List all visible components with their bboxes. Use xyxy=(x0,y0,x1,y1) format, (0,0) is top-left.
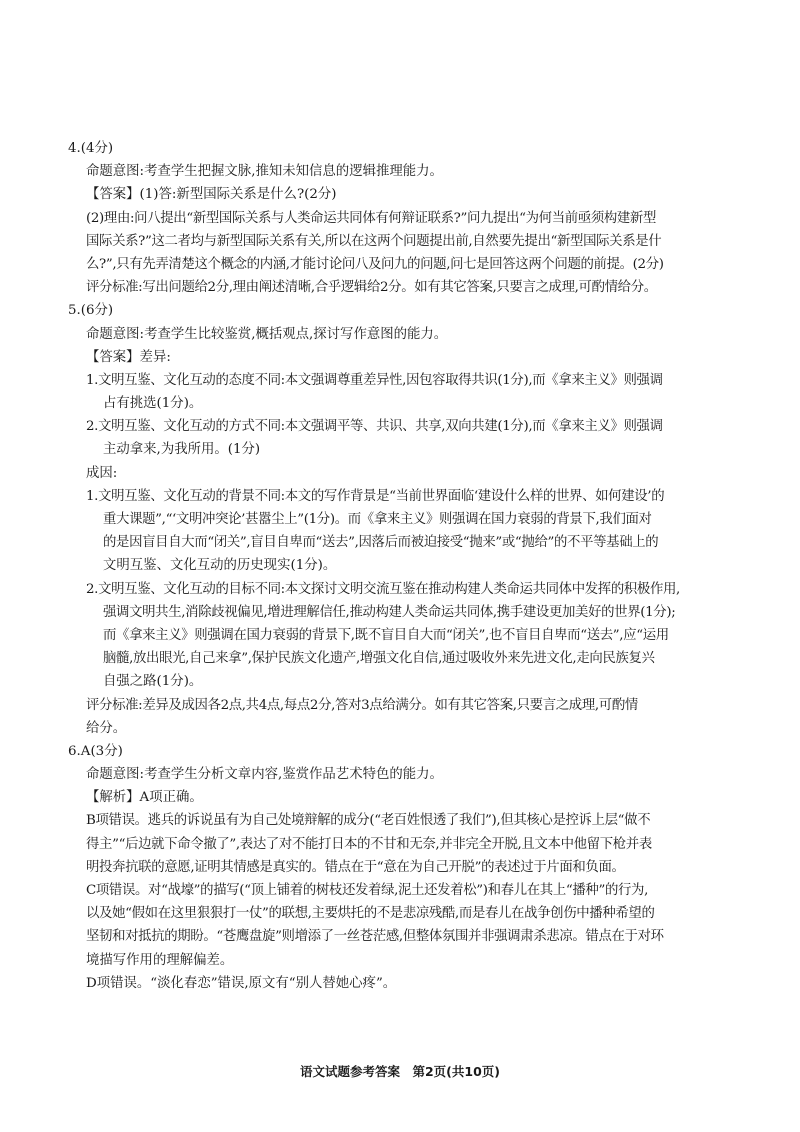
q6-option-c-line-2: 以及她“假如在这里狠狠打一仗”的联想,主要烘托的不是悲凉残酷,而是春儿在战争创伤中播种希望的 xyxy=(86,906,655,922)
q5-scoring-line-2: 给分。 xyxy=(86,720,127,736)
q5-diff-2-line-1: 2.文明互鉴、文化互动的方式不同:本文强调平等、共识、共享,双向共建(1分),而《拿来主义》则强调 xyxy=(86,419,663,435)
q5-diff-1-line-2: 占有挑选(1分)。 xyxy=(103,396,203,412)
q6-intent: 命题意图:考查学生分析文章内容,鉴赏作品艺术特色的能力。 xyxy=(86,767,443,783)
q5-cause-2-line-2: 强调文明共生,消除歧视偏见,增进理解信任,推动构建人类命运共同体,携手建设更加美好的世界(1分); xyxy=(103,604,676,620)
q5-scoring-line-1: 评分标准:差异及成因各2点,共4点,每点2分,答对3点给满分。如有其它答案,只要言之成理,可酌情 xyxy=(86,697,638,713)
q5-cause-2-line-1: 2.文明互鉴、文化互动的目标不同:本文探讨文明交流互鉴在推动构建人类命运共同体中发挥的积极作用, xyxy=(86,581,680,597)
q5-intent: 命题意图:考查学生比较鉴赏,概括观点,探讨写作意图的能力。 xyxy=(86,326,448,342)
page-footer: 语文试题参考答案 第2页(共10页) xyxy=(299,1064,501,1079)
q4-answer-2-line-1: (2)理由:问八提出“新型国际关系与人类命运共同体有何辩证联系?”问九提出“为何当前亟须构建新型 xyxy=(86,210,657,226)
q6-analysis-a: 【解析】A项正确。 xyxy=(86,790,203,806)
question-4-header: 4.(4分) xyxy=(68,141,114,156)
q6-option-b-line-2: 得主”“后边就下命令撤了”,表达了对不能打日本的不甘和无奈,并非完全开脱,且文本中他留下枪并表 xyxy=(86,836,652,852)
q5-cause-2-line-5: 自强之路(1分)。 xyxy=(103,674,203,690)
q5-causes: 成因: xyxy=(86,465,118,481)
q5-diff-1-line-1: 1.文明互鉴、文化互动的态度不同:本文强调尊重差异性,因包容取得共识(1分),而《拿来主义》则强调 xyxy=(86,372,663,388)
q5-answer-differences: 【答案】差异: xyxy=(86,349,171,365)
q5-cause-2-line-4: 脑髓,放出眼光,自己来拿”,保护民族文化遗产,增强文化自信,通过吸收外来先进文化,走向民族复兴 xyxy=(103,651,655,667)
q4-scoring: 评分标准:写出问题给2分,理由阐述清晰,合乎逻辑给2分。如有其它答案,只要言之成理,可酌情给分。 xyxy=(86,280,657,296)
q5-cause-1-line-4: 文明互鉴、文化互动的历史现实(1分)。 xyxy=(103,558,337,574)
q5-diff-2-line-2: 主动拿来,为我所用。(1分) xyxy=(103,442,261,458)
question-5-header: 5.(6分) xyxy=(68,303,114,319)
q6-option-b-line-1: B项错误。逃兵的诉说虽有为自己处境辩解的成分(“老百姓恨透了我们”),但其核心是控诉上层“做不 xyxy=(86,813,651,829)
q4-intent: 命题意图:考查学生把握文脉,推知未知信息的逻辑推理能力。 xyxy=(86,164,443,180)
q5-cause-1-line-3: 的是因盲目自大而“闭关”,盲目自卑而“送去”,因落后而被迫接受“抛来”或“抛给”的不平等基础上的 xyxy=(103,535,659,551)
q6-option-b-line-3: 明投奔抗联的意愿,证明其情感是真实的。错点在于“意在为自己开脱”的表述过于片面和负面。 xyxy=(86,859,625,875)
q5-cause-2-line-3: 而《拿来主义》则强调在国力衰弱的背景下,既不盲目自大而“闭关”,也不盲目自卑而“送去”,应“运用 xyxy=(103,627,669,643)
q6-option-c-line-1: C项错误。对“战壕”的描写(“顶上铺着的树枝还发着绿,泥土还发着松”)和春儿在其上“播种”的行为, xyxy=(86,883,648,898)
q6-option-c-line-3: 坚韧和对抵抗的期盼。“苍鹰盘旋”则增添了一丝苍茫感,但整体氛围并非强调肃杀悲凉。错点在于对环 xyxy=(86,929,664,945)
q6-option-d: D项错误。“淡化春恋”错误,原文有“别人替她心疼”。 xyxy=(86,975,397,991)
q4-answer-2-line-3: 么?”,只有先弄清楚这个概念的内涵,才能讨论问八及问九的问题,问七是回答这两个问题的前提。(2分) xyxy=(86,256,664,272)
q4-answer-2-line-2: 国际关系?”这二者均与新型国际关系有关,所以在这两个问题提出前,自然要先提出“新型国际关系是什 xyxy=(86,233,662,249)
answer-content xyxy=(0,137,800,995)
q5-cause-1-line-2: 重大课题”,“‘文明冲突论’甚嚣尘上”(1分)。而《拿来主义》则强调在国力衰弱的背景下,我们面对 xyxy=(103,512,652,527)
q5-cause-1-line-1: 1.文明互鉴、文化互动的背景不同:本文的写作背景是“当前世界面临‘建设什么样的世界、如何建设’的 xyxy=(86,488,665,504)
question-6-header: 6.A(3分) xyxy=(68,743,123,759)
q6-option-c-line-4: 境描写作用的理解偏差。 xyxy=(86,952,234,968)
q4-answer-1: 【答案】(1)答:新型国际关系是什么?(2分) xyxy=(86,187,337,203)
